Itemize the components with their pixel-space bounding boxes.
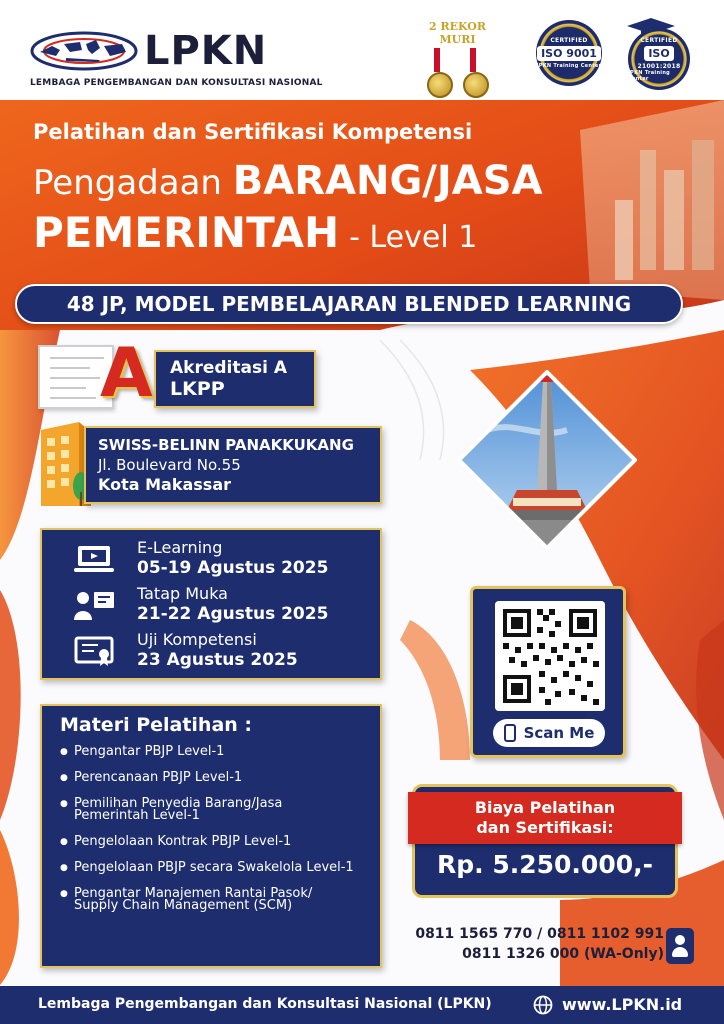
cert-sub-text: 21001:2018: [637, 62, 681, 70]
qr-panel: [470, 586, 626, 758]
schedule-row: [42, 536, 382, 580]
contact-line2[interactable]: 0811 1326 000 (WA-Only): [462, 946, 664, 962]
jp-banner: 48 JP, MODEL PEMBELAJARAN BLENDED LEARNING: [15, 284, 683, 324]
cert-main-text: ISO: [644, 46, 673, 61]
logo-text: LPKN: [144, 28, 268, 74]
rekor-muri-badge: [410, 20, 505, 104]
list-item: ● Pemilihan Penyedia Barang/Jasa Pemerintah Level-1: [60, 798, 360, 822]
accreditation-line2: LKPP: [170, 378, 225, 400]
cert-top-text: CERTIFIED: [640, 36, 678, 44]
list-item: ● Pengelolaan Kontrak PBJP Level-1: [60, 836, 360, 848]
medal-icon: [426, 48, 454, 104]
materi-title: Materi Pelatihan :: [60, 714, 253, 736]
presentation-icon: [74, 590, 114, 622]
hero-subtitle: Pelatihan dan Sertifikasi Kompetensi: [33, 120, 473, 144]
contact-phone-icon: [666, 928, 694, 964]
schedule-label: Uji Kompetensi: [137, 630, 257, 649]
schedule-row: [42, 582, 382, 626]
cert-top-text: CERTIFIED: [550, 37, 588, 44]
indonesia-map-icon: [30, 26, 138, 76]
globe-icon: [533, 995, 553, 1015]
venue-street: Jl. Boulevard No.55: [98, 456, 241, 474]
hero-title2-bold: PEMERINTAH: [33, 208, 340, 257]
iso-21001-seal: [628, 28, 690, 90]
schedule-row: [42, 628, 382, 672]
venue-city: Kota Makassar: [98, 475, 232, 494]
accreditation-panel: [154, 350, 316, 408]
medal-icon: [462, 48, 490, 104]
lpkn-logo: [30, 26, 267, 76]
venue-name: SWISS-BELINN PANAKKUKANG: [98, 436, 354, 454]
contact-line1[interactable]: 0811 1565 770 / 0811 1102 991: [415, 926, 664, 942]
list-item: ● Pengantar PBJP Level-1: [60, 746, 360, 758]
price-box: [408, 784, 682, 898]
list-item: ● Pengelolaan PBJP secara Swakelola Level-1: [60, 862, 360, 874]
schedule-panel: [40, 528, 382, 680]
materi-list: [60, 746, 380, 912]
certificate-icon: [74, 636, 114, 668]
hero-title-line2: [33, 208, 477, 257]
price-heading: [408, 792, 682, 844]
schedule-date: 21-22 Agustus 2025: [137, 604, 329, 624]
hero-title-light: Pengadaan: [33, 163, 233, 203]
list-item: ● Pengantar Manajemen Rantai Pasok/ Supply Chain Management (SCM): [60, 888, 360, 912]
hero-title-bold: BARANG/JASA: [232, 158, 543, 204]
accreditation-line1: Akreditasi A: [170, 358, 287, 378]
footer-bar: [0, 986, 724, 1024]
price-heading-line2: dan Sertifikasi:: [476, 818, 614, 837]
location-panel: [84, 426, 382, 504]
iso-9001-seal: [536, 20, 602, 86]
cert-main-text: ISO 9001: [537, 46, 601, 61]
logo-subtitle: LEMBAGA PENGEMBANGAN DAN KONSULTASI NASIONAL: [30, 78, 323, 88]
materi-panel: [40, 704, 382, 968]
price-heading-line1: Biaya Pelatihan: [474, 798, 616, 817]
footer-org: Lembaga Pengembangan dan Konsultasi Nasional (LPKN): [38, 996, 492, 1012]
hero-title2-light: - Level 1: [349, 220, 478, 255]
schedule-label: Tatap Muka: [137, 584, 228, 603]
accreditation-grade: A: [100, 334, 153, 413]
price-value: Rp. 5.250.000,-: [437, 850, 653, 879]
list-item: ● Perencanaan PBJP Level-1: [60, 772, 360, 784]
qr-code[interactable]: [495, 601, 605, 711]
cert-bottom-text: IPKN Training Center: [536, 63, 602, 69]
laptop-icon: [74, 544, 114, 576]
hero-title-line1: [33, 158, 543, 204]
scan-me-button[interactable]: [493, 719, 605, 747]
contact-numbers: [414, 924, 664, 964]
schedule-label: E-Learning: [137, 538, 223, 557]
schedule-date: 05-19 Agustus 2025: [137, 558, 329, 578]
phone-icon: [504, 724, 516, 742]
rekor-muri-text: 2 REKOR MURI: [429, 20, 486, 46]
footer-website-link[interactable]: www.LPKN.id: [562, 995, 683, 1014]
schedule-date: 23 Agustus 2025: [137, 650, 298, 670]
scan-me-label: Scan Me: [523, 724, 595, 742]
cert-bottom-text: IPKN Training Center: [628, 69, 671, 82]
monument-photo: [457, 370, 637, 550]
